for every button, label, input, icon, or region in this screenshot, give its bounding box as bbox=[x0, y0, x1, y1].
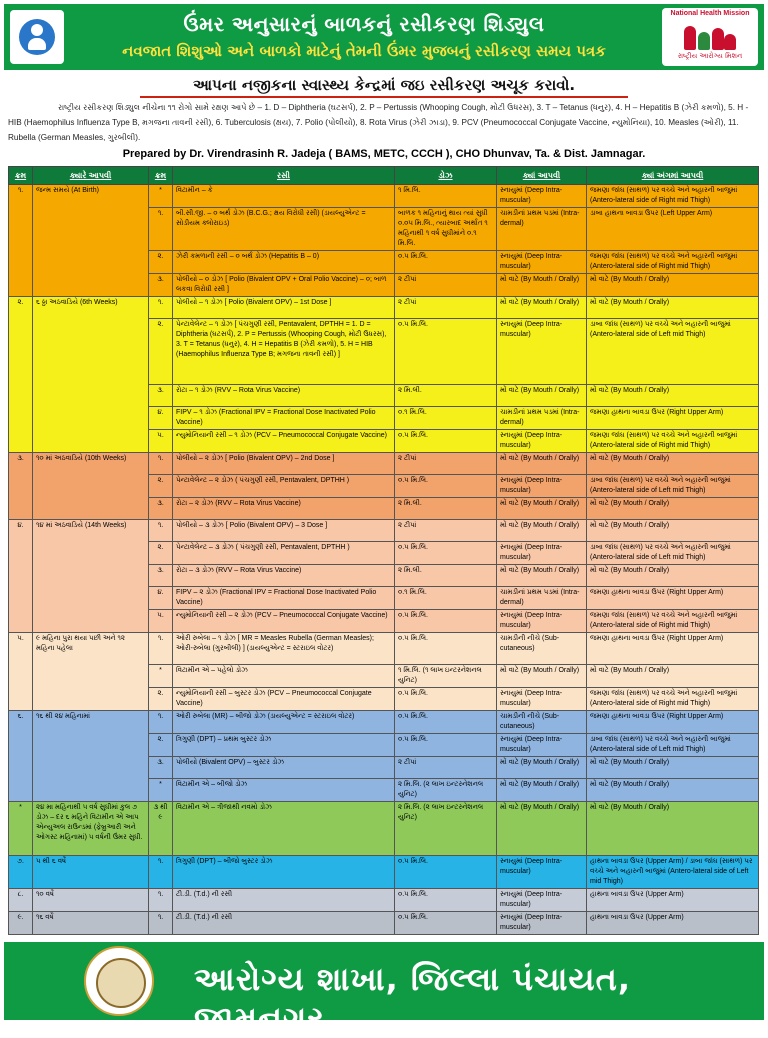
route-cell: સ્નાયુમાં (Deep Intra-muscular) bbox=[497, 430, 587, 453]
vaccine-cell: રોટા – ૨ ડોઝ (RVV – Rota Virus Vaccine) bbox=[173, 498, 395, 520]
table-row bbox=[9, 889, 759, 912]
group-number-cell: ૭. bbox=[9, 856, 33, 889]
dose-number-cell: * bbox=[149, 779, 173, 802]
vaccine-cell: ન્યુમોનિયાની રસી – ૨ ડોઝ (PCV – Pneumococcal Conjugate Vaccine) bbox=[173, 610, 395, 633]
table-row bbox=[9, 856, 759, 889]
age-cell: ૧૦ વર્ષે bbox=[33, 889, 149, 912]
age-cell: ૬ ઠ્ઠા અઠવાડિયે (6th Weeks) bbox=[33, 297, 149, 453]
table-row bbox=[9, 711, 759, 734]
vaccine-cell: વિટામીન એ – ત્રીજાથી નવમો ડોઝ bbox=[173, 802, 395, 856]
site-cell: જમણા જાંઘ (સાથળ) પર વચ્ચે અને બહારની બાજુમાં (Antero-lateral side of Right mid Thigh) bbox=[587, 251, 759, 274]
dose-number-cell: ૩ થી ૯ bbox=[149, 802, 173, 856]
site-cell: જમણા હાથના બાવડા ઉપર (Right Upper Arm) bbox=[587, 407, 759, 430]
dose-number-cell: ૫. bbox=[149, 610, 173, 633]
group-number-cell: ૯. bbox=[9, 912, 33, 935]
table-row bbox=[9, 633, 759, 665]
group-number-cell: ૩. bbox=[9, 453, 33, 520]
page-subtitle: નવજાત શિશુઓ અને બાળકો માટેનું તેમની ઉંમર મુજબનું રસીકરણ સમય પત્રક bbox=[122, 42, 606, 60]
route-cell: ચામડીની નીચે (Sub-cutaneous) bbox=[497, 711, 587, 734]
site-cell: મોં વાટે (By Mouth / Orally) bbox=[587, 385, 759, 407]
site-cell: મોં વાટે (By Mouth / Orally) bbox=[587, 665, 759, 688]
vaccine-cell: પેન્ટાવેલેન્ટ – ૩ ડોઝ ( પંચગુણી રસી, Pentavalent, DPTHH ) bbox=[173, 542, 395, 565]
vaccine-cell: FIPV – ૧ ડોઝ (Fractional IPV = Fractional Dose Inactivated Polio Vaccine) bbox=[173, 407, 395, 430]
site-cell: હાથના બાવડા ઉપર (Upper Arm) bbox=[587, 912, 759, 935]
footer-department: આરોગ્ય શાખા, જિલ્લા પંચાયત, જામનગર. bbox=[194, 960, 631, 1037]
dosage-cell: ૨ ટીપાં bbox=[395, 297, 497, 319]
vaccine-cell: પોલીયો – ૩ ડોઝ [ Polio (Bivalent OPV) – 3 Dose ] bbox=[173, 520, 395, 542]
health-logo-icon bbox=[10, 10, 64, 64]
route-cell: સ્નાયુમાં (Deep Intra-muscular) bbox=[497, 912, 587, 935]
route-cell: સ્નાયુમાં (Deep Intra-muscular) bbox=[497, 475, 587, 498]
site-cell: ડાબા હાથના બાવડા ઉપર (Left Upper Arm) bbox=[587, 208, 759, 251]
column-header: ક્યાં આપવી bbox=[497, 167, 587, 185]
dosage-cell: ૨ મિ.લિ. (૨ લાખ ઇન્ટરનેશનલ યુનિટ) bbox=[395, 802, 497, 856]
site-cell: જમણા હાથના બાવડા ઉપર (Right Upper Arm) bbox=[587, 633, 759, 665]
dose-number-cell: ૧. bbox=[149, 208, 173, 251]
dose-number-cell: ૨. bbox=[149, 688, 173, 711]
dosage-cell: ૨ ટીપાં bbox=[395, 453, 497, 475]
site-cell: ડાબા જાંઘ (સાથળ) પર વચ્ચે અને બહારની બાજુમાં (Antero-lateral side of Left mid Thigh) bbox=[587, 475, 759, 498]
vaccine-cell: ટી.ડી. (T.d.) ની રસી bbox=[173, 889, 395, 912]
dose-number-cell: ૨. bbox=[149, 734, 173, 757]
district-panchayat-seal-icon bbox=[84, 946, 154, 1016]
dosage-cell: ૧ મિ.લિ. bbox=[395, 185, 497, 208]
dosage-cell: ૦.૫ મિ.લિ. bbox=[395, 430, 497, 453]
vaccine-cell: ત્રિગુણી (DPT) – બીજો બુસ્ટર ડોઝ bbox=[173, 856, 395, 889]
site-cell: મોં વાટે (By Mouth / Orally) bbox=[587, 779, 759, 802]
route-cell: મોં વાટે (By Mouth / Orally) bbox=[497, 297, 587, 319]
site-cell: જમણા જાંઘ (સાથળ) પર વચ્ચે અને બહારની બાજુમાં (Antero-lateral side of Right mid Thigh) bbox=[587, 185, 759, 208]
dose-number-cell: ૧. bbox=[149, 453, 173, 475]
route-cell: મોં વાટે (By Mouth / Orally) bbox=[497, 498, 587, 520]
heading-underline bbox=[140, 96, 628, 98]
site-cell: જમણા જાંઘ (સાથળ) પર વચ્ચે અને બહારની બાજુમાં (Antero-lateral side of Right mid Thigh) bbox=[587, 610, 759, 633]
route-cell: ચામડીનાં પ્રથમ પડમાં (Intra-dermal) bbox=[497, 587, 587, 610]
site-cell: જમણા હાથના બાવડા ઉપર (Right Upper Arm) bbox=[587, 587, 759, 610]
dose-number-cell: ૩. bbox=[149, 274, 173, 297]
dosage-cell: ૦.૫ મિ.લિ. bbox=[395, 610, 497, 633]
footer-banner bbox=[4, 942, 764, 1037]
dosage-cell: ૨ ટીપાં bbox=[395, 520, 497, 542]
nhm-logo-icon bbox=[662, 8, 758, 66]
vaccination-schedule-table bbox=[8, 166, 759, 935]
vaccine-cell: પોલીયો – ૧ ડોઝ [ Polio (Bivalent OPV) – 1st Dose ] bbox=[173, 297, 395, 319]
age-cell: ૯ મહિના પુરા થયા પછી અને ૧૨ મહિના પહેલા bbox=[33, 633, 149, 711]
vaccine-cell: પોલીયો (Bivalent OPV) – બુસ્ટર ડોઝ bbox=[173, 757, 395, 779]
table-row bbox=[9, 453, 759, 475]
vaccine-cell: બી.સી.જી. – ૦ બર્થ ડોઝ (B.C.G.; ક્ષય વિરોધી રસી) (ડાયલ્યુએન્ટ = સોડીયમ ક્લોરાઇડ) bbox=[173, 208, 395, 251]
site-cell: મોં વાટે (By Mouth / Orally) bbox=[587, 453, 759, 475]
vaccine-cell: પોલીયો – ૨ ડોઝ [ Polio (Bivalent OPV) – 2nd Dose ] bbox=[173, 453, 395, 475]
route-cell: સ્નાયુમાં (Deep Intra-muscular) bbox=[497, 856, 587, 889]
dosage-cell: ૦.૫ મિ.લિ. bbox=[395, 688, 497, 711]
group-number-cell: ૪. bbox=[9, 520, 33, 633]
dosage-cell: ૦.૫ મિ.લિ. bbox=[395, 633, 497, 665]
site-cell: મોં વાટે (By Mouth / Orally) bbox=[587, 802, 759, 856]
route-cell: ચામડીની નીચે (Sub-cutaneous) bbox=[497, 633, 587, 665]
age-cell: ૧૦ માં અઠવાડિયે (10th Weeks) bbox=[33, 453, 149, 520]
route-cell: સ્નાયુમાં (Deep Intra-muscular) bbox=[497, 734, 587, 757]
site-cell: જમણા જાંઘ (સાથળ) પર વચ્ચે અને બહારની બાજુમાં (Antero-lateral side of Right mid Thigh) bbox=[587, 688, 759, 711]
dosage-cell: ૨ ટીપાં bbox=[395, 274, 497, 297]
table-row bbox=[9, 297, 759, 319]
column-header: ક્રમ bbox=[149, 167, 173, 185]
route-cell: ચામડીનાં પ્રથમ પડમાં (Intra-dermal) bbox=[497, 407, 587, 430]
route-cell: મોં વાટે (By Mouth / Orally) bbox=[497, 665, 587, 688]
route-cell: મોં વાટે (By Mouth / Orally) bbox=[497, 565, 587, 587]
dose-number-cell: ૧. bbox=[149, 889, 173, 912]
vaccine-cell: FIPV – ૨ ડોઝ (Fractional IPV = Fractional Dose Inactivated Polio Vaccine) bbox=[173, 587, 395, 610]
dosage-cell: ૦.૧ મિ.લિ. bbox=[395, 407, 497, 430]
route-cell: સ્નાયુમાં (Deep Intra-muscular) bbox=[497, 542, 587, 565]
age-cell: ૧૬ વર્ષે bbox=[33, 912, 149, 935]
site-cell: ડાબા જાંઘ (સાથળ) પર વચ્ચે અને બહારની બાજુમાં (Antero-lateral side of Left mid Thigh) bbox=[587, 734, 759, 757]
vaccine-cell: રોટા – ૩ ડોઝ (RVV – Rota Virus Vaccine) bbox=[173, 565, 395, 587]
route-cell: મોં વાટે (By Mouth / Orally) bbox=[497, 520, 587, 542]
table-row bbox=[9, 912, 759, 935]
vaccine-cell: ઓરી રુબેલા – ૧ ડોઝ [ MR = Measles Rubella (German Measles); ઓરી-રુબેલા (ગુરબીલી) ] (ડાયલ્યુએન્ટ = સ્ટરાઇલ વોટર) bbox=[173, 633, 395, 665]
group-number-cell: ૮. bbox=[9, 889, 33, 912]
site-cell: જમણા જાંઘ (સાથળ) પર વચ્ચે અને બહારની બાજુમાં (Antero-lateral side of Right mid Thigh) bbox=[587, 430, 759, 453]
dose-number-cell: ૨. bbox=[149, 542, 173, 565]
site-cell: મોં વાટે (By Mouth / Orally) bbox=[587, 565, 759, 587]
dosage-cell: ૨ મિ.લિ. (૨ લાખ ઇન્ટરનેશનલ યુનિટ) bbox=[395, 779, 497, 802]
dose-number-cell: ૪. bbox=[149, 407, 173, 430]
dosage-cell: ૨ મિ.લી. bbox=[395, 565, 497, 587]
site-cell: ડાબા જાંઘ (સાથળ) પર વચ્ચે અને બહારની બાજુમાં (Antero-lateral side of Left mid Thigh) bbox=[587, 542, 759, 565]
dose-number-cell: ૩. bbox=[149, 565, 173, 587]
route-cell: સ્નાયુમાં (Deep Intra-muscular) bbox=[497, 319, 587, 385]
vaccine-cell: ન્યુમોનિયાની રસી – ૧ ડોઝ (PCV – Pneumococcal Conjugate Vaccine) bbox=[173, 430, 395, 453]
group-number-cell: ૨. bbox=[9, 297, 33, 453]
route-cell: સ્નાયુમાં (Deep Intra-muscular) bbox=[497, 185, 587, 208]
nhm-logo-subtext: રાષ્ટ્રીય આરોગ્ય મિશન bbox=[677, 52, 743, 60]
dose-number-cell: ૫. bbox=[149, 430, 173, 453]
route-cell: સ્નાયુમાં (Deep Intra-muscular) bbox=[497, 251, 587, 274]
site-cell: હાથના બાવડા ઉપર (Upper Arm) bbox=[587, 889, 759, 912]
age-cell: ૨૪ મા મહિનાથી ૫ વર્ષ સુધીમાં કુલ ૭ ડોઝ – દર ૬ મહિને વિટામીન એ આપ એન્યુઅલ રાઉન્ડમાં (ફેબ્રુઆરી અને ઓગસ્ટ મહિનામાં) ૫ વર્ષની ઉંમર સુધી. bbox=[33, 802, 149, 856]
vaccine-cell: રોટા – ૧ ડોઝ (RVV – Rota Virus Vaccine) bbox=[173, 385, 395, 407]
dosage-cell: ૦.૫ મિ.લિ. bbox=[395, 856, 497, 889]
route-cell: મોં વાટે (By Mouth / Orally) bbox=[497, 802, 587, 856]
header-banner bbox=[4, 4, 764, 70]
nhm-logo-text: National Health Mission bbox=[670, 10, 750, 17]
age-cell: ૧૬ થી ૨૪ મહિનામાં bbox=[33, 711, 149, 802]
dosage-cell: ૦.૫ મિ.લિ. bbox=[395, 711, 497, 734]
table-row bbox=[9, 802, 759, 856]
site-cell: મોં વાટે (By Mouth / Orally) bbox=[587, 274, 759, 297]
dose-number-cell: ૧. bbox=[149, 633, 173, 665]
site-cell: જમણા હાથના બાવડા ઉપર (Right Upper Arm) bbox=[587, 711, 759, 734]
dose-number-cell: ૧. bbox=[149, 297, 173, 319]
dose-number-cell: ૧. bbox=[149, 912, 173, 935]
column-header: રસી bbox=[173, 167, 395, 185]
dose-number-cell: ૪. bbox=[149, 587, 173, 610]
group-number-cell: ૫. bbox=[9, 633, 33, 711]
route-cell: સ્નાયુમાં (Deep Intra-muscular) bbox=[497, 889, 587, 912]
dosage-cell: ૦.૫ મિ.લિ. bbox=[395, 319, 497, 385]
age-cell: જન્મ સમયે (At Birth) bbox=[33, 185, 149, 297]
vaccine-cell: પોલીયો – ૦ ડોઝ [ Polio (Bivalent OPV + Oral Polio Vaccine) – ૦; બાળ લકવા વિરોધી રસી ] bbox=[173, 274, 395, 297]
group-number-cell: ૧. bbox=[9, 185, 33, 297]
route-cell: મોં વાટે (By Mouth / Orally) bbox=[497, 779, 587, 802]
dosage-cell: ૨ ટીપાં bbox=[395, 757, 497, 779]
dosage-cell: ૦.૫ મિ.લિ. bbox=[395, 889, 497, 912]
table-row bbox=[9, 185, 759, 208]
dose-number-cell: * bbox=[149, 185, 173, 208]
dosage-cell: ૨ મિ.લી. bbox=[395, 385, 497, 407]
site-cell: ડાબા જાંઘ (સાથળ) પર વચ્ચે અને બહારની બાજુમાં (Antero-lateral side of Left mid Thigh) bbox=[587, 319, 759, 385]
vaccine-cell: ત્રિગુણી (DPT) – પ્રથમ બુસ્ટર ડોઝ bbox=[173, 734, 395, 757]
dose-number-cell: ૩. bbox=[149, 498, 173, 520]
site-cell: મોં વાટે (By Mouth / Orally) bbox=[587, 520, 759, 542]
page-title: ઉંમર અનુસારનું બાળકનું રસીકરણ શિડ્યુલ bbox=[183, 12, 545, 36]
dose-number-cell: * bbox=[149, 665, 173, 688]
group-number-cell: ૬. bbox=[9, 711, 33, 802]
group-number-cell: * bbox=[9, 802, 33, 856]
route-cell: મોં વાટે (By Mouth / Orally) bbox=[497, 453, 587, 475]
intro-paragraph: રાષ્ટ્રીય રસીકરણ શિડ્યુલ નીચેના ૧૧ રોગો સામે રક્ષણ આપે છે – 1. D – Diphtheria (ઘટસર્પ), 2. P – Pertussis (Whooping Cough, મોટી ઉધરસ), 3. T – Tetanus (ધનુર), 4. H – Hepatitis B (ઝેરી કમળો), 5. H - HIB (Haemophilus Influenza Type B, મગજના તાવની રસી), 6. Tuberculosis (ક્ષય), 7. Polio (પોલીયો), 8. Rota Virus (ઝેરી ઝાડા), 9. PCV (Pneumococcal Conjugate Vaccine, ન્યુમોનિયા), 10. Measles (ઓરી), 11. Rubella (German Measles, ગુરબીલી). bbox=[8, 103, 749, 142]
route-cell: મોં વાટે (By Mouth / Orally) bbox=[497, 385, 587, 407]
dosage-cell: ૦.૫ મિ.લિ. bbox=[395, 912, 497, 935]
site-cell: મોં વાટે (By Mouth / Orally) bbox=[587, 498, 759, 520]
age-cell: ૧૪ માં અઠવાડિયે (14th Weeks) bbox=[33, 520, 149, 633]
dosage-cell: ૧ મિ.લિ. (૧ લાખ ઇન્ટરનેશનલ યુનિટ) bbox=[395, 665, 497, 688]
site-cell: મોં વાટે (By Mouth / Orally) bbox=[587, 297, 759, 319]
site-cell: હાથના બાવડા ઉપર (Upper Arm) / ડાબા જાંઘ (સાથળ) પર વચ્ચે અને બહારની બાજુમાં (Antero-lateral side of Left mid Thigh) bbox=[587, 856, 759, 889]
vaccine-cell: વિટામીન એ – પહેલો ડોઝ bbox=[173, 665, 395, 688]
dosage-cell: ૦.૫ મિ.લિ. bbox=[395, 542, 497, 565]
dose-number-cell: ૧. bbox=[149, 711, 173, 734]
dose-number-cell: ૨. bbox=[149, 251, 173, 274]
dose-number-cell: ૨. bbox=[149, 319, 173, 385]
site-cell: મોં વાટે (By Mouth / Orally) bbox=[587, 757, 759, 779]
route-cell: ચામડીનાં પ્રથમ પડમાં (Intra-dermal) bbox=[497, 208, 587, 251]
table-row bbox=[9, 520, 759, 542]
dose-number-cell: ૩. bbox=[149, 385, 173, 407]
dosage-cell: ૦.૫ મિ.લિ. bbox=[395, 475, 497, 498]
vaccine-cell: ન્યુમોનિયાની રસી – બુસ્ટર ડોઝ (PCV – Pneumococcal Conjugate Vaccine) bbox=[173, 688, 395, 711]
dosage-cell: બાળક ૧ મહિનાનું થાય ત્યાં સુધી ૦.૦૫ મિ.લિ., ત્યારબાદ અર્થાત ૧ મહિનાથી ૧ વર્ષ સુધીમાંને ૦.૧ મિ.લિ. bbox=[395, 208, 497, 251]
column-header: ક્યારે આપવી bbox=[33, 167, 149, 185]
vaccine-cell: ટી.ડી. (T.d.) ની રસી bbox=[173, 912, 395, 935]
dose-number-cell: ૩. bbox=[149, 757, 173, 779]
vaccine-cell: ઝેરી કમળાની રસી – ૦ બર્થ ડોઝ (Hepatitis B – 0) bbox=[173, 251, 395, 274]
column-header: ક્રમ bbox=[9, 167, 33, 185]
table-header-row bbox=[9, 167, 759, 185]
call-to-action-heading: આપના નજીકના સ્વાસ્થ્ય કેન્દ્રમાં જઇ રસીકરણ અચૂક કરાવો. bbox=[192, 76, 576, 94]
route-cell: સ્નાયુમાં (Deep Intra-muscular) bbox=[497, 688, 587, 711]
column-header: ક્યાં અંગમાં આપવી bbox=[587, 167, 759, 185]
vaccine-cell: પેન્ટાવેલેન્ટ – ૧ ડોઝ [ પંચગુણી રસી, Pentavalent, DPTHH = 1. D = Diphtheria (ઘટસર્પ), 2. P = Pertussis (Whooping Cough, મોટી ઉધરસ), 3. T = Tetanus (ધનુર), 4. H = Hepatitis B (ઝેરી કમળો), 5. H = HIB (Haemophilus Influenza Type B; મગજના તાવની રસી) ] bbox=[173, 319, 395, 385]
dose-number-cell: ૨. bbox=[149, 475, 173, 498]
dosage-cell: ૦.૫ મિ.લિ. bbox=[395, 251, 497, 274]
dose-number-cell: ૧. bbox=[149, 856, 173, 889]
vaccine-cell: વિટામીન એ – બીજો ડોઝ bbox=[173, 779, 395, 802]
route-cell: મોં વાટે (By Mouth / Orally) bbox=[497, 757, 587, 779]
vaccine-cell: વિટામીન – કે bbox=[173, 185, 395, 208]
column-header: ડોઝ bbox=[395, 167, 497, 185]
route-cell: મોં વાટે (By Mouth / Orally) bbox=[497, 274, 587, 297]
age-cell: ૫ થી ૬ વર્ષે bbox=[33, 856, 149, 889]
vaccine-cell: પેન્ટાવેલેન્ટ – ૨ ડોઝ ( પંચગુણી રસી, Pentavalent, DPTHH ) bbox=[173, 475, 395, 498]
route-cell: સ્નાયુમાં (Deep Intra-muscular) bbox=[497, 610, 587, 633]
prepared-by-line: Prepared by Dr. Virendrasinh R. Jadeja ( BAMS, METC, CCCH ), CHO Dhunvav, Ta. & Dist. Jamnagar. bbox=[122, 148, 646, 160]
dosage-cell: ૨ મિ.લી. bbox=[395, 498, 497, 520]
dosage-cell: ૦.૫ મિ.લિ. bbox=[395, 734, 497, 757]
vaccine-cell: ઓરી રુબેલા (MR) – બીજો ડોઝ (ડાયલ્યુએન્ટ = સ્ટરાઇલ વોટર) bbox=[173, 711, 395, 734]
dose-number-cell: ૧. bbox=[149, 520, 173, 542]
dosage-cell: ૦.૧ મિ.લિ. bbox=[395, 587, 497, 610]
